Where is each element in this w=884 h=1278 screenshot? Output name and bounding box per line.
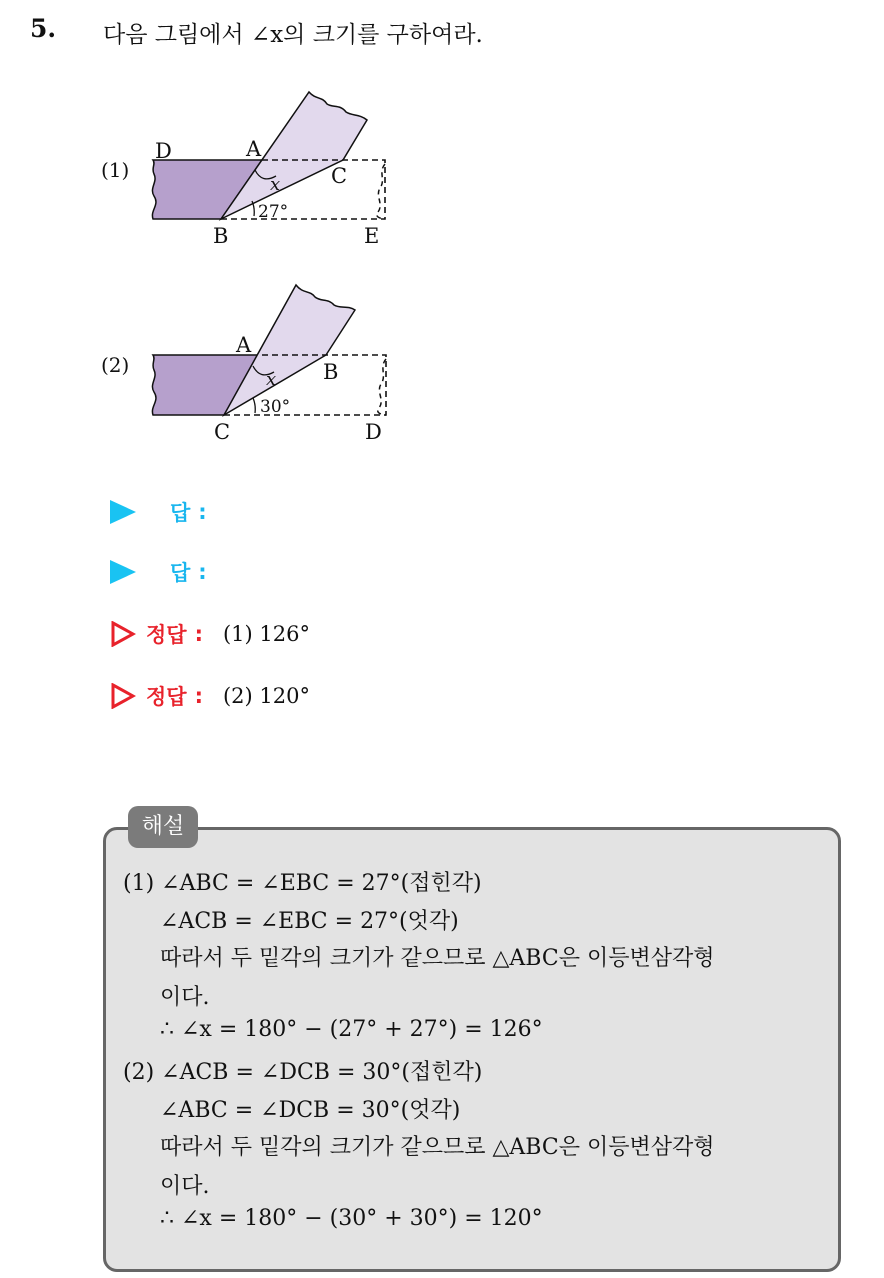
outline-triangle-icon: [110, 621, 136, 647]
filled-triangle-icon: [110, 560, 136, 584]
correct-answer-value: (1) 126°: [222, 622, 310, 646]
fig2-angle-given: 30°: [260, 397, 291, 417]
correct-answer-label: 정답: [146, 623, 187, 647]
figure-2: [0, 0, 420, 450]
fig1-point-A: A: [246, 137, 262, 161]
correct-answer-colon: :: [194, 684, 203, 708]
fig2-point-D: D: [365, 420, 382, 444]
correct-answer-value: (2) 120°: [222, 684, 310, 708]
correct-answer-row-1: [110, 617, 310, 651]
fig1-point-D: D: [155, 139, 172, 163]
fig2-point-A: A: [236, 333, 252, 357]
figure-1-label: (1): [101, 158, 130, 182]
filled-triangle-icon: [110, 500, 136, 524]
answer-row-2: [110, 555, 207, 589]
solution-line: 이다.: [160, 1174, 210, 1199]
solution-tab: 해설: [128, 806, 198, 848]
fig1-point-B: B: [213, 224, 229, 248]
answer-colon: :: [198, 500, 207, 524]
correct-answer-label: 정답: [146, 685, 187, 709]
fig1-point-C: C: [331, 164, 348, 188]
answer-colon: :: [198, 560, 207, 584]
outline-triangle-icon: [110, 683, 136, 709]
solution-line: 따라서 두 밑각의 크기가 같으므로 △ABC은 이등변삼각형: [160, 1135, 715, 1160]
fig2-angle-x: x: [266, 369, 277, 390]
answer-label: 답: [170, 561, 191, 585]
solution-line: ∠ABC = ∠DCB = 30°(엇각): [160, 1098, 461, 1123]
question-number: 5.: [30, 14, 57, 43]
fig1-angle-given: 27°: [258, 202, 289, 222]
solution-line: ∴ ∠x = 180° − (27° + 27°) = 126°: [160, 1017, 543, 1042]
fig2-point-C: C: [214, 420, 231, 444]
solution-line: (1) ∠ABC = ∠EBC = 27°(접힌각): [123, 871, 482, 896]
answer-row-1: [110, 495, 207, 529]
answer-label: 답: [170, 501, 191, 525]
fig2-point-B: B: [323, 360, 339, 384]
figure-2-label: (2): [101, 353, 130, 377]
correct-answer-colon: :: [194, 622, 203, 646]
fig1-angle-x: x: [270, 174, 281, 195]
solution-line: ∠ACB = ∠EBC = 27°(엇각): [160, 909, 459, 934]
solution-line: ∴ ∠x = 180° − (30° + 30°) = 120°: [160, 1206, 543, 1231]
fig1-point-E: E: [364, 224, 380, 248]
question-text: 다음 그림에서 ∠x의 크기를 구하여라.: [103, 22, 483, 48]
solution-line: (2) ∠ACB = ∠DCB = 30°(접힌각): [123, 1060, 483, 1085]
solution-line: 이다.: [160, 985, 210, 1010]
solution-line: 따라서 두 밑각의 크기가 같으므로 △ABC은 이등변삼각형: [160, 946, 715, 971]
correct-answer-row-2: [110, 679, 310, 713]
